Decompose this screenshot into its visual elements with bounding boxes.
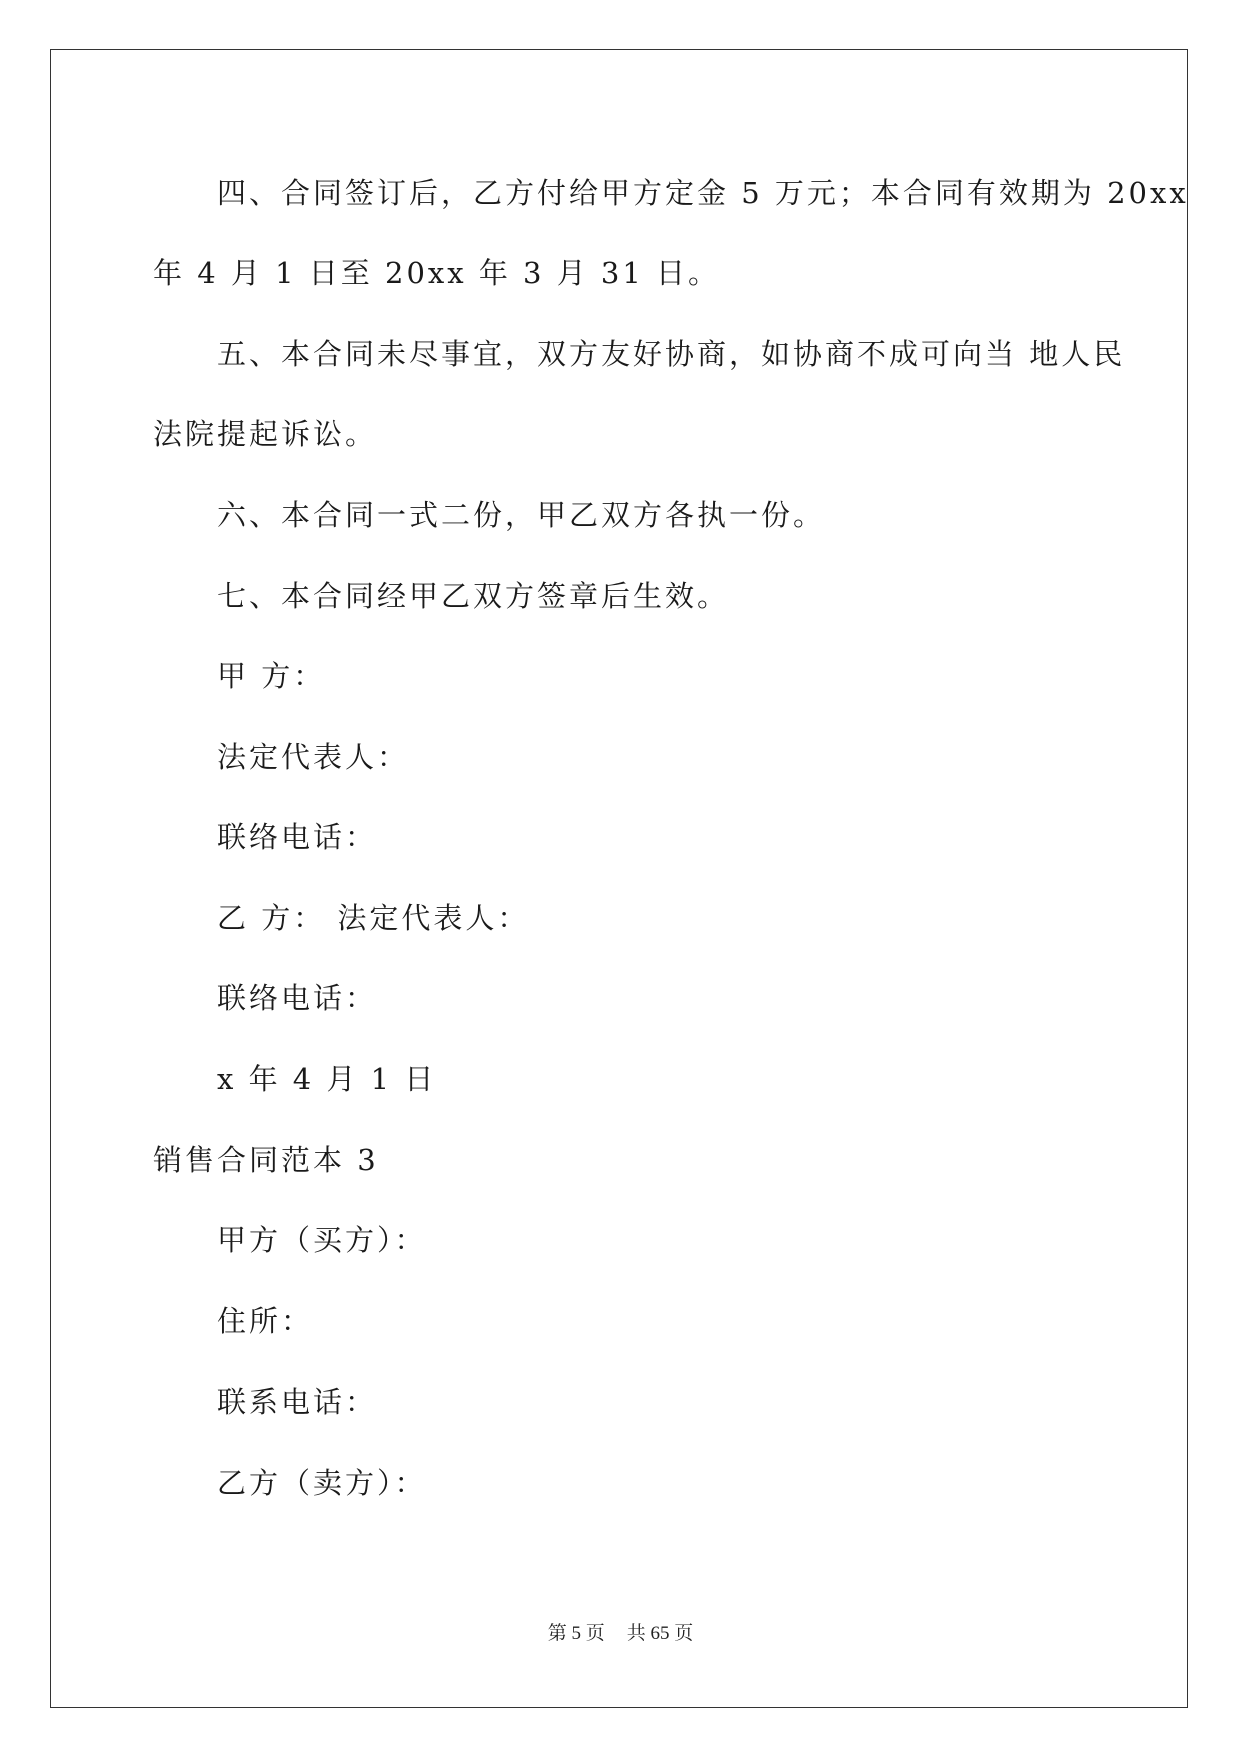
page-border bbox=[50, 49, 1188, 1708]
buyer-label: 甲方（买方）： bbox=[217, 1223, 427, 1257]
page-footer bbox=[0, 1622, 1241, 1646]
buyer-address: 住所： bbox=[217, 1304, 314, 1338]
clause-5-line-2: 法院提起诉讼。 bbox=[153, 417, 378, 451]
clause-7: 七、本合同经甲乙双方签章后生效。 bbox=[217, 579, 730, 613]
clause-5-line-1: 五、本合同未尽事宜，双方友好协商，如协商不成可向当 地人民 bbox=[217, 337, 1126, 371]
section-heading: 销售合同范本 3 bbox=[153, 1143, 379, 1177]
clause-6: 六、本合同一式二份，甲乙双方各执一份。 bbox=[217, 498, 826, 532]
page-total: 共 65 页 bbox=[626, 1623, 694, 1644]
party-a-legal-rep: 法定代表人： bbox=[217, 740, 410, 774]
party-b-phone: 联络电话： bbox=[217, 981, 378, 1015]
signing-date: x 年 4 月 1 日 bbox=[217, 1062, 437, 1096]
clause-4-line-1: 四、合同签订后，乙方付给甲方定金 5 万元；本合同有效期为 20xx bbox=[217, 176, 1189, 210]
party-a-label: 甲 方： bbox=[217, 659, 326, 693]
seller-label: 乙方（卖方）： bbox=[217, 1466, 427, 1500]
page-number: 第 5 页 bbox=[547, 1623, 605, 1644]
buyer-phone: 联系电话： bbox=[217, 1385, 378, 1419]
party-a-phone: 联络电话： bbox=[217, 820, 378, 854]
clause-4-line-2: 年 4 月 1 日至 20xx 年 3 月 31 日。 bbox=[153, 256, 721, 290]
party-b-label: 乙 方： 法定代表人： bbox=[217, 901, 530, 935]
